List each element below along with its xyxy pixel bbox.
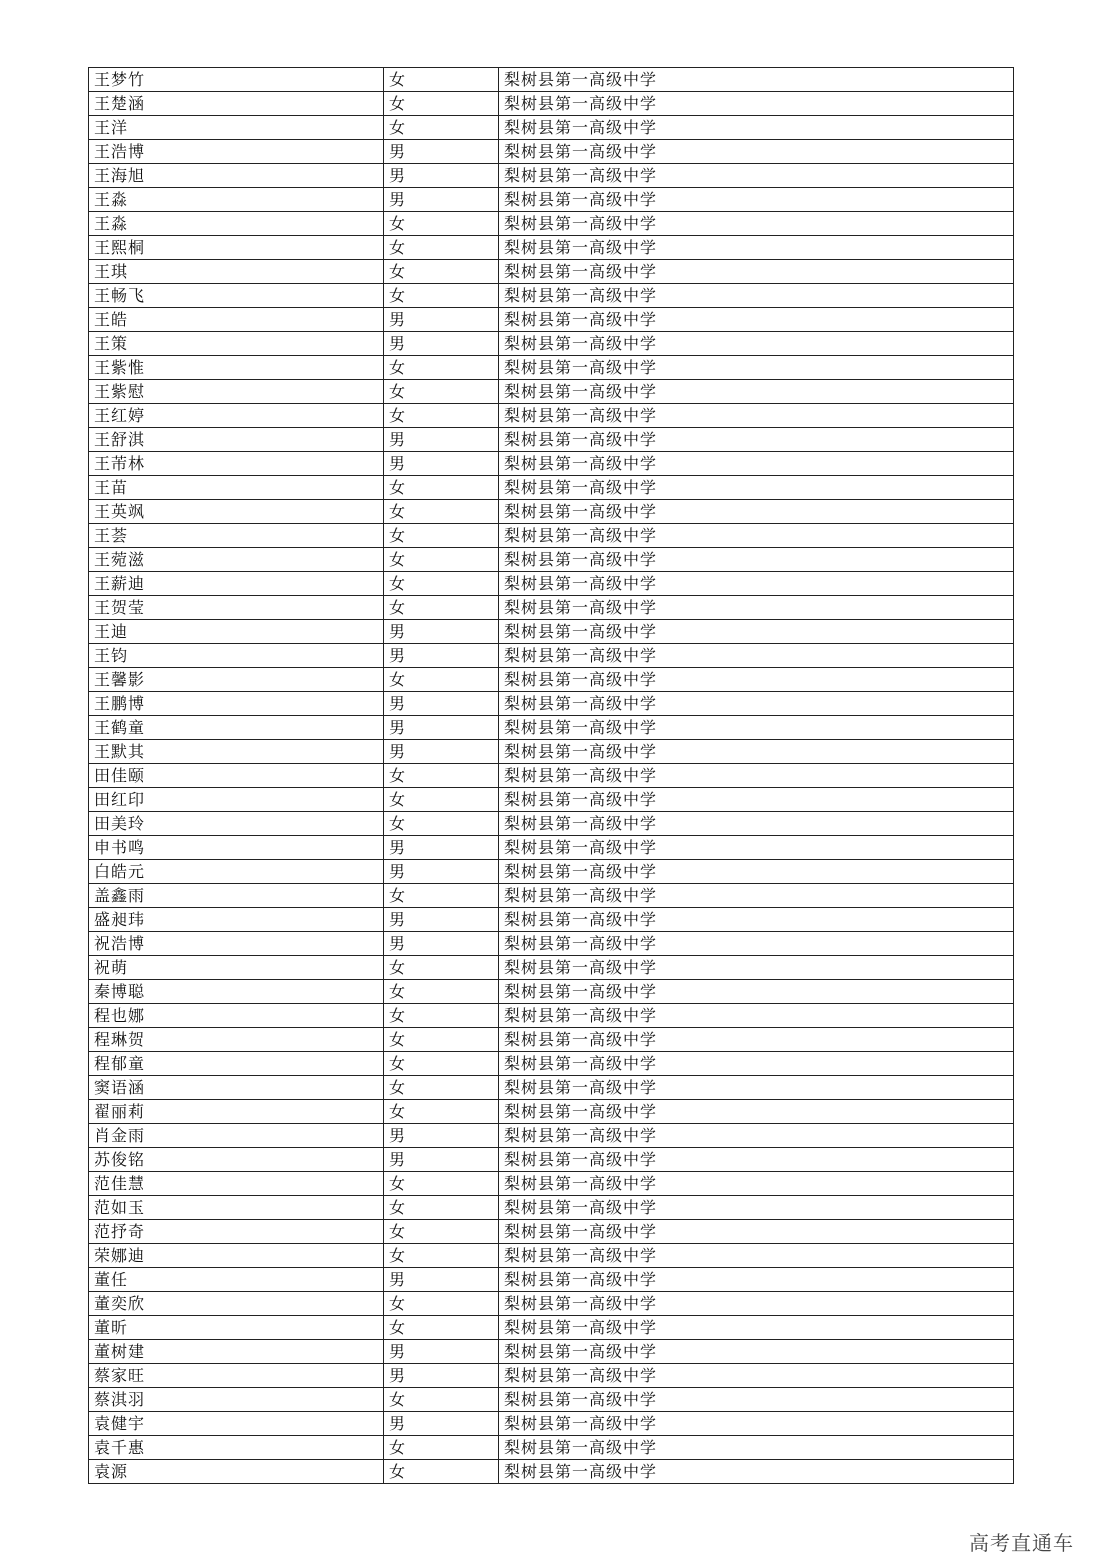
table-row: [89, 668, 1014, 692]
student-name-cell: 王策: [89, 332, 384, 356]
student-name-cell: 董奕欣: [89, 1292, 384, 1316]
student-name-cell: 王贺莹: [89, 596, 384, 620]
student-gender-cell: 男: [384, 932, 499, 956]
table-row: [89, 308, 1014, 332]
student-name-cell: 申书鸣: [89, 836, 384, 860]
student-gender-cell: 女: [384, 1220, 499, 1244]
student-gender-cell: 男: [384, 692, 499, 716]
student-name-cell: 王紫惟: [89, 356, 384, 380]
student-school-cell: 梨树县第一高级中学: [499, 356, 1014, 380]
student-name-cell: 王畅飞: [89, 284, 384, 308]
student-school-cell: 梨树县第一高级中学: [499, 1124, 1014, 1148]
student-name-cell: 田红印: [89, 788, 384, 812]
table-row: [89, 956, 1014, 980]
student-name-cell: 王苗: [89, 476, 384, 500]
table-row: [89, 980, 1014, 1004]
student-school-cell: 梨树县第一高级中学: [499, 932, 1014, 956]
table-row: [89, 788, 1014, 812]
student-school-cell: 梨树县第一高级中学: [499, 572, 1014, 596]
table-row: [89, 884, 1014, 908]
student-school-cell: 梨树县第一高级中学: [499, 500, 1014, 524]
student-name-cell: 窦语涵: [89, 1076, 384, 1100]
student-name-cell: 王紫慰: [89, 380, 384, 404]
student-gender-cell: 男: [384, 836, 499, 860]
student-school-cell: 梨树县第一高级中学: [499, 1004, 1014, 1028]
student-school-cell: 梨树县第一高级中学: [499, 212, 1014, 236]
table-row: [89, 188, 1014, 212]
roster-body: [89, 68, 1014, 1484]
table-row: [89, 1436, 1014, 1460]
table-row: [89, 428, 1014, 452]
student-school-cell: 梨树县第一高级中学: [499, 380, 1014, 404]
student-name-cell: 白皓元: [89, 860, 384, 884]
student-name-cell: 王梦竹: [89, 68, 384, 92]
student-school-cell: 梨树县第一高级中学: [499, 692, 1014, 716]
student-school-cell: 梨树县第一高级中学: [499, 476, 1014, 500]
student-name-cell: 王海旭: [89, 164, 384, 188]
student-school-cell: 梨树县第一高级中学: [499, 140, 1014, 164]
table-row: [89, 1412, 1014, 1436]
student-name-cell: 翟丽莉: [89, 1100, 384, 1124]
student-name-cell: 王馨影: [89, 668, 384, 692]
student-name-cell: 王钧: [89, 644, 384, 668]
student-school-cell: 梨树县第一高级中学: [499, 716, 1014, 740]
student-name-cell: 程琳贺: [89, 1028, 384, 1052]
table-row: [89, 644, 1014, 668]
student-gender-cell: 男: [384, 1124, 499, 1148]
table-row: [89, 1124, 1014, 1148]
student-name-cell: 祝浩博: [89, 932, 384, 956]
student-gender-cell: 男: [384, 1412, 499, 1436]
student-school-cell: 梨树县第一高级中学: [499, 1460, 1014, 1484]
table-row: [89, 1148, 1014, 1172]
student-school-cell: 梨树县第一高级中学: [499, 860, 1014, 884]
table-row: [89, 692, 1014, 716]
student-school-cell: 梨树县第一高级中学: [499, 428, 1014, 452]
student-school-cell: 梨树县第一高级中学: [499, 1292, 1014, 1316]
student-school-cell: 梨树县第一高级中学: [499, 1028, 1014, 1052]
student-name-cell: 田佳颐: [89, 764, 384, 788]
table-row: [89, 380, 1014, 404]
student-name-cell: 蔡淇羽: [89, 1388, 384, 1412]
student-name-cell: 田美玲: [89, 812, 384, 836]
student-gender-cell: 女: [384, 1292, 499, 1316]
student-gender-cell: 女: [384, 260, 499, 284]
student-school-cell: 梨树县第一高级中学: [499, 1172, 1014, 1196]
student-name-cell: 秦博聪: [89, 980, 384, 1004]
student-name-cell: 程郁童: [89, 1052, 384, 1076]
student-gender-cell: 女: [384, 236, 499, 260]
student-school-cell: 梨树县第一高级中学: [499, 620, 1014, 644]
student-name-cell: 袁千惠: [89, 1436, 384, 1460]
table-row: [89, 332, 1014, 356]
student-school-cell: 梨树县第一高级中学: [499, 788, 1014, 812]
student-gender-cell: 男: [384, 908, 499, 932]
student-school-cell: 梨树县第一高级中学: [499, 548, 1014, 572]
student-gender-cell: 男: [384, 740, 499, 764]
student-school-cell: 梨树县第一高级中学: [499, 908, 1014, 932]
student-gender-cell: 女: [384, 1052, 499, 1076]
student-school-cell: 梨树县第一高级中学: [499, 812, 1014, 836]
student-school-cell: 梨树县第一高级中学: [499, 404, 1014, 428]
table-row: [89, 68, 1014, 92]
table-row: [89, 1100, 1014, 1124]
student-gender-cell: 女: [384, 788, 499, 812]
table-row: [89, 236, 1014, 260]
table-row: [89, 92, 1014, 116]
student-gender-cell: 女: [384, 1172, 499, 1196]
table-row: [89, 908, 1014, 932]
student-gender-cell: 男: [384, 1364, 499, 1388]
student-gender-cell: 男: [384, 1148, 499, 1172]
table-row: [89, 404, 1014, 428]
table-row: [89, 356, 1014, 380]
student-school-cell: 梨树县第一高级中学: [499, 668, 1014, 692]
student-school-cell: 梨树县第一高级中学: [499, 956, 1014, 980]
student-name-cell: 程也娜: [89, 1004, 384, 1028]
student-gender-cell: 女: [384, 980, 499, 1004]
student-name-cell: 王淼: [89, 188, 384, 212]
table-row: [89, 1052, 1014, 1076]
student-school-cell: 梨树县第一高级中学: [499, 260, 1014, 284]
student-name-cell: 蔡家旺: [89, 1364, 384, 1388]
table-row: [89, 212, 1014, 236]
student-school-cell: 梨树县第一高级中学: [499, 980, 1014, 1004]
student-gender-cell: 男: [384, 140, 499, 164]
student-name-cell: 王迪: [89, 620, 384, 644]
student-school-cell: 梨树县第一高级中学: [499, 1364, 1014, 1388]
student-name-cell: 董树建: [89, 1340, 384, 1364]
student-name-cell: 荣娜迪: [89, 1244, 384, 1268]
table-row: [89, 116, 1014, 140]
table-row: [89, 1316, 1014, 1340]
student-name-cell: 王皓: [89, 308, 384, 332]
student-school-cell: 梨树县第一高级中学: [499, 1412, 1014, 1436]
table-row: [89, 1292, 1014, 1316]
table-row: [89, 260, 1014, 284]
student-gender-cell: 女: [384, 380, 499, 404]
student-gender-cell: 男: [384, 428, 499, 452]
watermark-text: 高考直通车: [969, 1531, 1074, 1555]
student-name-cell: 王芾林: [89, 452, 384, 476]
student-gender-cell: 男: [384, 308, 499, 332]
student-gender-cell: 女: [384, 1076, 499, 1100]
table-row: [89, 140, 1014, 164]
student-gender-cell: 女: [384, 1316, 499, 1340]
student-school-cell: 梨树县第一高级中学: [499, 1244, 1014, 1268]
table-row: [89, 1004, 1014, 1028]
student-gender-cell: 女: [384, 812, 499, 836]
student-gender-cell: 男: [384, 332, 499, 356]
student-gender-cell: 女: [384, 1436, 499, 1460]
student-name-cell: 王舒淇: [89, 428, 384, 452]
roster-table: [88, 67, 1014, 1484]
student-name-cell: 王淼: [89, 212, 384, 236]
student-school-cell: 梨树县第一高级中学: [499, 1052, 1014, 1076]
student-gender-cell: 女: [384, 548, 499, 572]
table-row: [89, 1220, 1014, 1244]
student-gender-cell: 女: [384, 1244, 499, 1268]
student-gender-cell: 女: [384, 356, 499, 380]
student-school-cell: 梨树县第一高级中学: [499, 188, 1014, 212]
student-school-cell: 梨树县第一高级中学: [499, 164, 1014, 188]
student-gender-cell: 女: [384, 92, 499, 116]
student-gender-cell: 男: [384, 1268, 499, 1292]
student-name-cell: 王楚涵: [89, 92, 384, 116]
student-school-cell: 梨树县第一高级中学: [499, 1316, 1014, 1340]
table-row: [89, 452, 1014, 476]
table-row: [89, 548, 1014, 572]
table-row: [89, 764, 1014, 788]
student-name-cell: 肖金雨: [89, 1124, 384, 1148]
student-school-cell: 梨树县第一高级中学: [499, 884, 1014, 908]
student-name-cell: 王荟: [89, 524, 384, 548]
student-school-cell: 梨树县第一高级中学: [499, 332, 1014, 356]
student-school-cell: 梨树县第一高级中学: [499, 596, 1014, 620]
student-school-cell: 梨树县第一高级中学: [499, 1196, 1014, 1220]
student-school-cell: 梨树县第一高级中学: [499, 1100, 1014, 1124]
student-name-cell: 盖鑫雨: [89, 884, 384, 908]
student-school-cell: 梨树县第一高级中学: [499, 452, 1014, 476]
student-name-cell: 王熙桐: [89, 236, 384, 260]
table-row: [89, 1268, 1014, 1292]
table-row: [89, 836, 1014, 860]
table-row: [89, 740, 1014, 764]
student-name-cell: 范如玉: [89, 1196, 384, 1220]
student-gender-cell: 女: [384, 68, 499, 92]
student-name-cell: 王洋: [89, 116, 384, 140]
student-name-cell: 苏俊铭: [89, 1148, 384, 1172]
table-row: [89, 524, 1014, 548]
student-school-cell: 梨树县第一高级中学: [499, 644, 1014, 668]
student-gender-cell: 女: [384, 404, 499, 428]
student-gender-cell: 女: [384, 1460, 499, 1484]
student-gender-cell: 女: [384, 1004, 499, 1028]
table-row: [89, 500, 1014, 524]
table-row: [89, 1340, 1014, 1364]
table-row: [89, 164, 1014, 188]
student-school-cell: 梨树县第一高级中学: [499, 284, 1014, 308]
student-name-cell: 王默其: [89, 740, 384, 764]
student-gender-cell: 女: [384, 956, 499, 980]
student-school-cell: 梨树县第一高级中学: [499, 236, 1014, 260]
student-school-cell: 梨树县第一高级中学: [499, 1148, 1014, 1172]
student-name-cell: 王薪迪: [89, 572, 384, 596]
student-gender-cell: 女: [384, 884, 499, 908]
student-name-cell: 祝萌: [89, 956, 384, 980]
student-name-cell: 王英飒: [89, 500, 384, 524]
student-school-cell: 梨树县第一高级中学: [499, 524, 1014, 548]
table-row: [89, 1244, 1014, 1268]
student-school-cell: 梨树县第一高级中学: [499, 1340, 1014, 1364]
student-name-cell: 王浩博: [89, 140, 384, 164]
student-name-cell: 董昕: [89, 1316, 384, 1340]
student-gender-cell: 男: [384, 644, 499, 668]
table-row: [89, 716, 1014, 740]
student-gender-cell: 女: [384, 1100, 499, 1124]
table-row: [89, 1028, 1014, 1052]
student-gender-cell: 女: [384, 524, 499, 548]
student-name-cell: 王菀滋: [89, 548, 384, 572]
student-school-cell: 梨树县第一高级中学: [499, 68, 1014, 92]
table-row: [89, 1364, 1014, 1388]
student-gender-cell: 男: [384, 452, 499, 476]
student-school-cell: 梨树县第一高级中学: [499, 116, 1014, 140]
table-row: [89, 1076, 1014, 1100]
student-gender-cell: 女: [384, 116, 499, 140]
student-name-cell: 王红婷: [89, 404, 384, 428]
student-gender-cell: 女: [384, 212, 499, 236]
student-gender-cell: 女: [384, 284, 499, 308]
student-gender-cell: 女: [384, 764, 499, 788]
student-school-cell: 梨树县第一高级中学: [499, 764, 1014, 788]
student-school-cell: 梨树县第一高级中学: [499, 1436, 1014, 1460]
student-gender-cell: 女: [384, 476, 499, 500]
table-row: [89, 1172, 1014, 1196]
table-row: [89, 476, 1014, 500]
student-school-cell: 梨树县第一高级中学: [499, 1388, 1014, 1412]
table-row: [89, 620, 1014, 644]
student-gender-cell: 男: [384, 1340, 499, 1364]
student-gender-cell: 男: [384, 188, 499, 212]
student-name-cell: 王鹏博: [89, 692, 384, 716]
student-gender-cell: 男: [384, 860, 499, 884]
student-name-cell: 袁源: [89, 1460, 384, 1484]
student-gender-cell: 女: [384, 572, 499, 596]
student-school-cell: 梨树县第一高级中学: [499, 308, 1014, 332]
student-gender-cell: 女: [384, 1388, 499, 1412]
table-row: [89, 284, 1014, 308]
student-name-cell: 范抒奇: [89, 1220, 384, 1244]
student-name-cell: 范佳慧: [89, 1172, 384, 1196]
table-row: [89, 596, 1014, 620]
student-gender-cell: 女: [384, 500, 499, 524]
table-row: [89, 860, 1014, 884]
student-gender-cell: 女: [384, 668, 499, 692]
student-gender-cell: 女: [384, 1028, 499, 1052]
student-gender-cell: 男: [384, 164, 499, 188]
student-school-cell: 梨树县第一高级中学: [499, 92, 1014, 116]
table-row: [89, 572, 1014, 596]
student-school-cell: 梨树县第一高级中学: [499, 836, 1014, 860]
table-row: [89, 932, 1014, 956]
student-name-cell: 袁健宇: [89, 1412, 384, 1436]
student-gender-cell: 女: [384, 1196, 499, 1220]
table-row: [89, 1388, 1014, 1412]
student-gender-cell: 男: [384, 716, 499, 740]
student-school-cell: 梨树县第一高级中学: [499, 740, 1014, 764]
student-gender-cell: 男: [384, 620, 499, 644]
student-school-cell: 梨树县第一高级中学: [499, 1076, 1014, 1100]
table-row: [89, 1460, 1014, 1484]
table-row: [89, 812, 1014, 836]
student-school-cell: 梨树县第一高级中学: [499, 1220, 1014, 1244]
student-name-cell: 王琪: [89, 260, 384, 284]
student-school-cell: 梨树县第一高级中学: [499, 1268, 1014, 1292]
table-row: [89, 1196, 1014, 1220]
student-name-cell: 董任: [89, 1268, 384, 1292]
student-name-cell: 盛昶玮: [89, 908, 384, 932]
student-name-cell: 王鹤童: [89, 716, 384, 740]
student-gender-cell: 女: [384, 596, 499, 620]
